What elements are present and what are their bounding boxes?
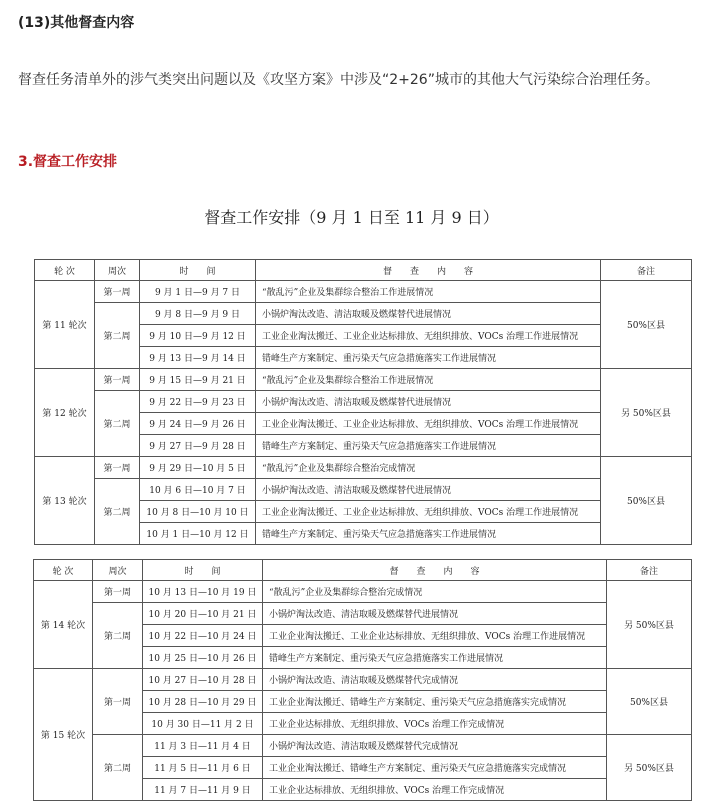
header-round: 轮 次	[35, 260, 95, 281]
time-cell: 9 月 24 日—9 月 26 日	[140, 413, 256, 435]
time-cell: 9 月 13 日—9 月 14 日	[140, 347, 256, 369]
header-round: 轮 次	[34, 560, 93, 581]
header-time: 时 间	[143, 560, 263, 581]
week-cell: 第二周	[93, 735, 143, 801]
content-cell: 工业企业达标排放、无组织排放、VOCs 治理工作完成情况	[263, 713, 607, 735]
table-row	[34, 581, 692, 603]
time-cell: 10 月 25 日—10 月 26 日	[143, 647, 263, 669]
header-content: 督 查 内 容	[263, 560, 607, 581]
table-row	[35, 369, 692, 391]
time-cell: 9 月 10 日—9 月 12 日	[140, 325, 256, 347]
time-cell: 10 月 20 日—10 月 21 日	[143, 603, 263, 625]
note-cell: 50%区县	[601, 457, 692, 545]
week-cell: 第二周	[93, 603, 143, 669]
schedule-table-1	[34, 259, 692, 545]
section-13-heading: (13)其他督查内容	[18, 15, 135, 31]
content-cell: 错峰生产方案制定、重污染天气应急措施落实工作进展情况	[256, 435, 601, 457]
header-content: 督 查 内 容	[256, 260, 601, 281]
week-cell: 第一周	[95, 281, 140, 303]
content-cell: 错峰生产方案制定、重污染天气应急措施落实工作进展情况	[263, 647, 607, 669]
content-cell: 小锅炉淘汰改造、清洁取暖及燃煤替代进展情况	[256, 479, 601, 501]
note-cell: 另 50%区县	[607, 735, 692, 801]
section-13-paragraph: 督查任务清单外的涉气类突出问题以及《攻坚方案》中涉及“2+26”城市的其他大气污染综合治理任务。	[18, 72, 659, 88]
round-cell: 第 12 轮次	[35, 369, 95, 457]
week-cell: 第一周	[95, 457, 140, 479]
header-note: 备注	[601, 260, 692, 281]
header-note: 备注	[607, 560, 692, 581]
time-cell: 9 月 8 日—9 月 9 日	[140, 303, 256, 325]
content-cell: 小锅炉淘汰改造、清洁取暖及燃煤替代进展情况	[256, 303, 601, 325]
time-cell: 11 月 5 日—11 月 6 日	[143, 757, 263, 779]
schedule-title: 督查工作安排（9 月 1 日至 11 月 9 日）	[204, 208, 499, 227]
header-week: 周次	[95, 260, 140, 281]
content-cell: 小锅炉淘汰改造、清洁取暖及燃煤替代进展情况	[256, 391, 601, 413]
time-cell: 10 月 22 日—10 月 24 日	[143, 625, 263, 647]
content-cell: 小锅炉淘汰改造、清洁取暖及燃煤替代完成情况	[263, 669, 607, 691]
time-cell: 10 月 30 日—11 月 2 日	[143, 713, 263, 735]
time-cell: 9 月 22 日—9 月 23 日	[140, 391, 256, 413]
time-cell: 10 月 6 日—10 月 7 日	[140, 479, 256, 501]
section-3-heading: 3.督查工作安排	[18, 154, 118, 170]
round-cell: 第 13 轮次	[35, 457, 95, 545]
content-cell: “散乱污”企业及集群综合整治工作进展情况	[256, 281, 601, 303]
week-cell: 第一周	[93, 669, 143, 735]
content-cell: 工业企业淘汰搬迁、工业企业达标排放、无组织排放、VOCs 治理工作进展情况	[256, 325, 601, 347]
content-cell: “散乱污”企业及集群综合整治完成情况	[256, 457, 601, 479]
table-row	[35, 479, 692, 501]
time-cell: 10 月 13 日—10 月 19 日	[143, 581, 263, 603]
week-cell: 第一周	[95, 369, 140, 391]
header-week: 周次	[93, 560, 143, 581]
time-cell: 10 月 1 日—10 月 12 日	[140, 523, 256, 545]
table-row	[34, 603, 692, 625]
content-cell: 工业企业淘汰搬迁、错峰生产方案制定、重污染天气应急措施落实完成情况	[263, 757, 607, 779]
table-row	[35, 303, 692, 325]
week-cell: 第二周	[95, 479, 140, 545]
time-cell: 9 月 15 日—9 月 21 日	[140, 369, 256, 391]
table-header-row	[34, 560, 692, 581]
table-header-row	[35, 260, 692, 281]
content-cell: 工业企业达标排放、无组织排放、VOCs 治理工作完成情况	[263, 779, 607, 801]
table-row	[34, 735, 692, 757]
content-cell: 小锅炉淘汰改造、清洁取暖及燃煤替代完成情况	[263, 735, 607, 757]
content-cell: “散乱污”企业及集群综合整治工作进展情况	[256, 369, 601, 391]
table-row	[35, 391, 692, 413]
header-time: 时 间	[140, 260, 256, 281]
content-cell: 小锅炉淘汰改造、清洁取暖及燃煤替代进展情况	[263, 603, 607, 625]
time-cell: 10 月 8 日—10 月 10 日	[140, 501, 256, 523]
content-cell: 错峰生产方案制定、重污染天气应急措施落实工作进展情况	[256, 347, 601, 369]
note-cell: 50%区县	[601, 281, 692, 369]
time-cell: 9 月 1 日—9 月 7 日	[140, 281, 256, 303]
week-cell: 第二周	[95, 391, 140, 457]
content-cell: 工业企业淘汰搬迁、工业企业达标排放、无组织排放、VOCs 治理工作进展情况	[256, 501, 601, 523]
time-cell: 9 月 27 日—9 月 28 日	[140, 435, 256, 457]
content-cell: 工业企业淘汰搬迁、工业企业达标排放、无组织排放、VOCs 治理工作进展情况	[256, 413, 601, 435]
table-row	[34, 669, 692, 691]
note-cell: 另 50%区县	[601, 369, 692, 457]
time-cell: 10 月 27 日—10 月 28 日	[143, 669, 263, 691]
round-cell: 第 11 轮次	[35, 281, 95, 369]
content-cell: 工业企业淘汰搬迁、工业企业达标排放、无组织排放、VOCs 治理工作进展情况	[263, 625, 607, 647]
round-cell: 第 15 轮次	[34, 669, 93, 801]
content-cell: 工业企业淘汰搬迁、错峰生产方案制定、重污染天气应急措施落实完成情况	[263, 691, 607, 713]
time-cell: 11 月 7 日—11 月 9 日	[143, 779, 263, 801]
table-row	[35, 281, 692, 303]
round-cell: 第 14 轮次	[34, 581, 93, 669]
note-cell: 50%区县	[607, 669, 692, 735]
content-cell: 错峰生产方案制定、重污染天气应急措施落实工作进展情况	[256, 523, 601, 545]
note-cell: 另 50%区县	[607, 581, 692, 669]
table-row	[35, 457, 692, 479]
content-cell: “散乱污”企业及集群综合整治完成情况	[263, 581, 607, 603]
time-cell: 11 月 3 日—11 月 4 日	[143, 735, 263, 757]
schedule-table-2	[33, 559, 692, 801]
week-cell: 第一周	[93, 581, 143, 603]
week-cell: 第二周	[95, 303, 140, 369]
time-cell: 9 月 29 日—10 月 5 日	[140, 457, 256, 479]
time-cell: 10 月 28 日—10 月 29 日	[143, 691, 263, 713]
